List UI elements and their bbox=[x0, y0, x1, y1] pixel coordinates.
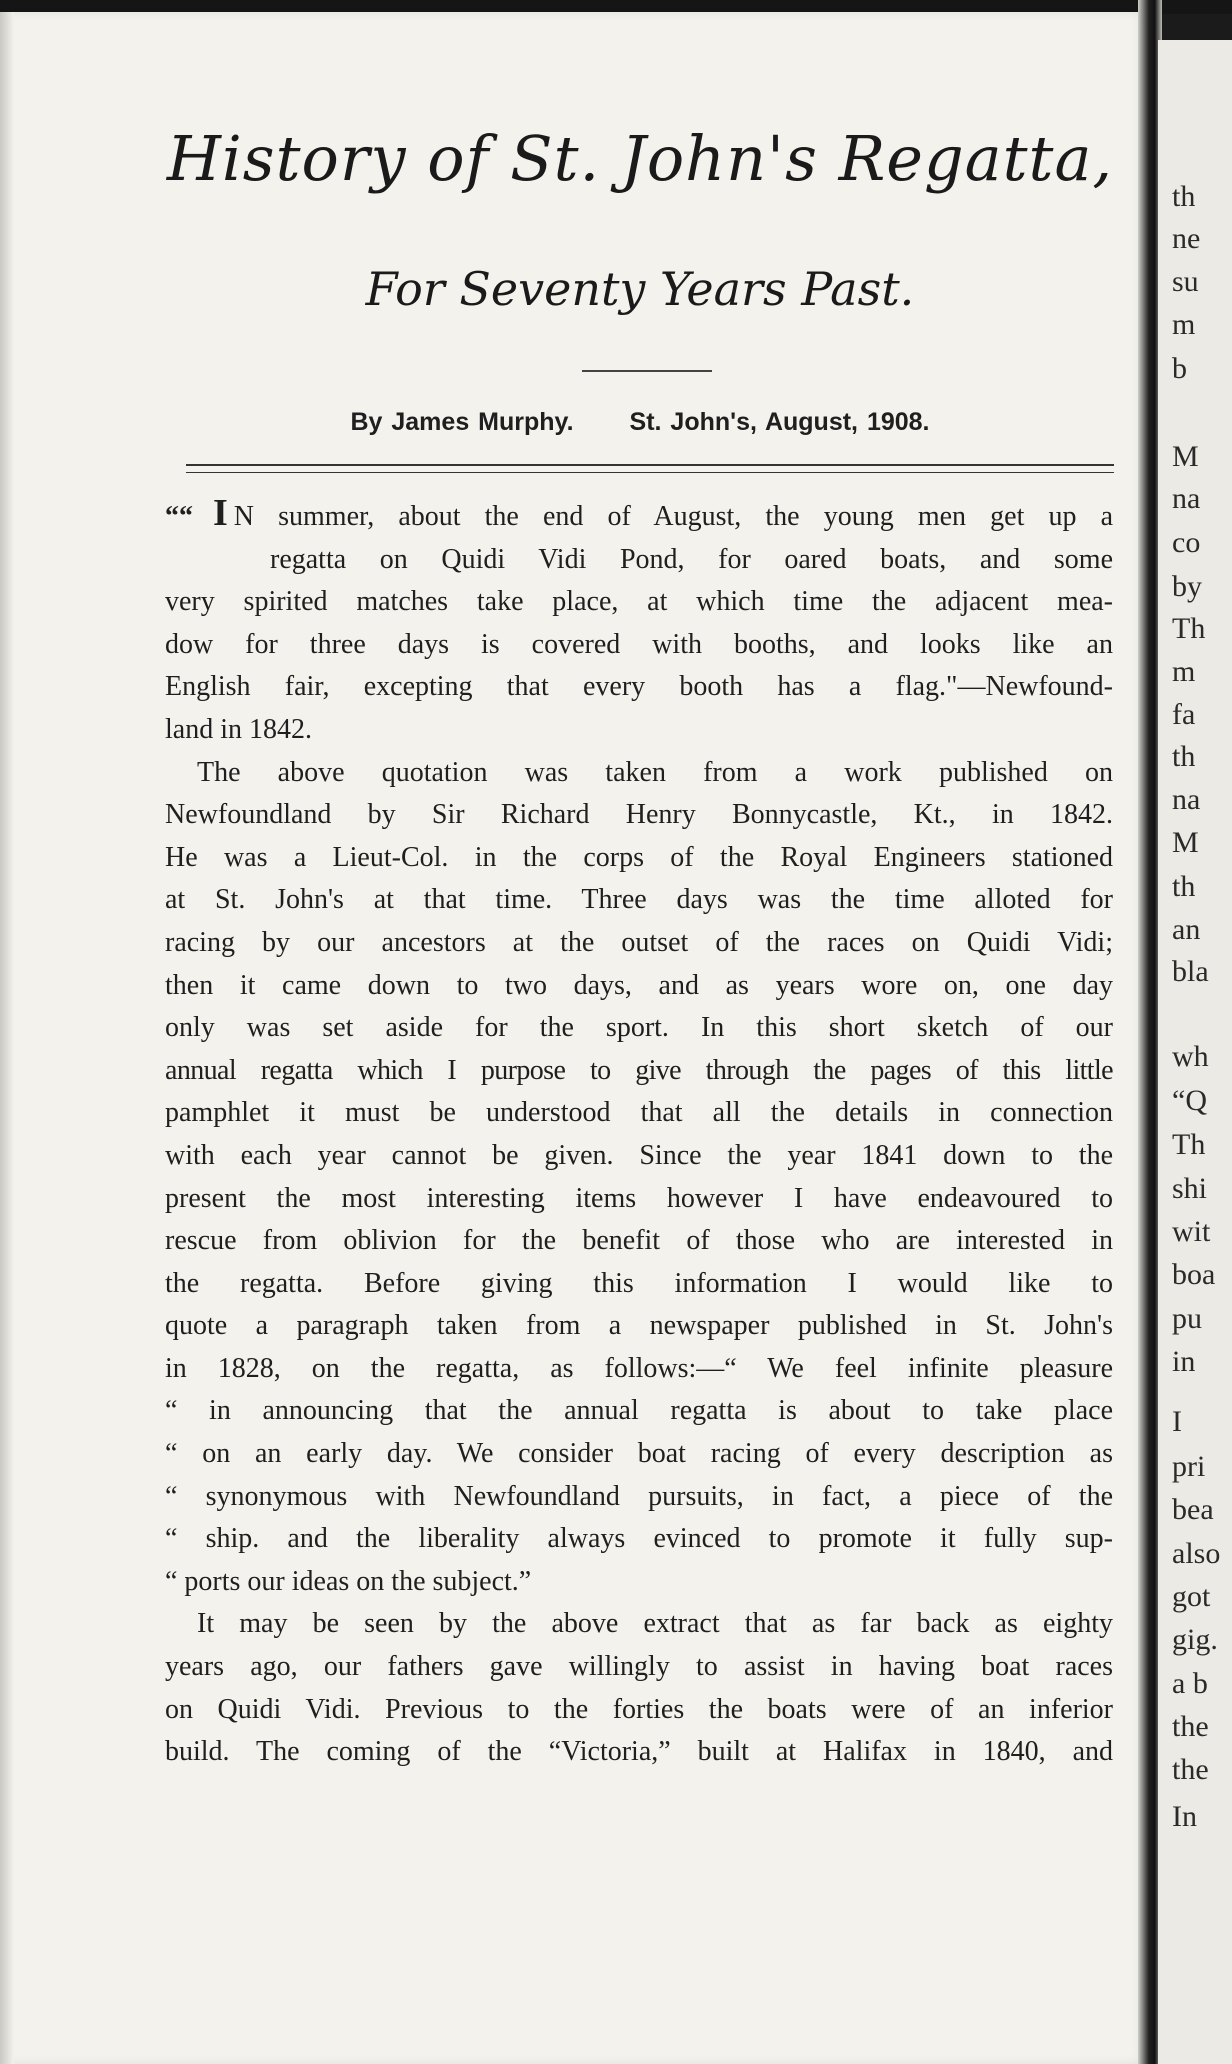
fragment-text: boa bbox=[1172, 1258, 1216, 1291]
fragment-text: na bbox=[1172, 783, 1201, 816]
text-line: regatta on Quidi Vidi Pond, for oared boats, and some bbox=[270, 543, 1113, 575]
fragment-text: th bbox=[1172, 740, 1196, 773]
fragment-text: Th bbox=[1172, 612, 1206, 645]
text-line: the regatta. Before giving this information I would like to bbox=[165, 1267, 1113, 1299]
text-line: dow for three days is covered with booths, and looks like an bbox=[165, 628, 1113, 660]
text-line: build. The coming of the “Victoria,” built at Halifax in 1840, and bbox=[165, 1736, 1113, 1768]
byline-author: By James Murphy. bbox=[350, 408, 574, 436]
fragment-text: “Q bbox=[1172, 1084, 1207, 1117]
paragraph-3 bbox=[165, 1603, 1113, 1773]
text-line: English fair, excepting that every booth has a flag."—Newfound- bbox=[165, 671, 1113, 703]
text-line: years ago, our fathers gave willingly to assist in having boat races bbox=[165, 1651, 1113, 1683]
fragment-text: M bbox=[1172, 440, 1199, 473]
fragment-text: in bbox=[1172, 1345, 1196, 1378]
text-line: The above quotation was taken from a work published on bbox=[197, 756, 1113, 788]
fragment-text: wh bbox=[1172, 1040, 1209, 1073]
fragment-text: bea bbox=[1172, 1493, 1214, 1526]
fragment-text: M bbox=[1172, 826, 1199, 859]
drop-cap: I bbox=[213, 492, 228, 534]
fragment-text: m bbox=[1172, 308, 1196, 341]
fragment-text: pu bbox=[1172, 1302, 1202, 1335]
adjacent-page-fragment bbox=[1158, 40, 1232, 2064]
header-double-rule bbox=[186, 464, 1114, 473]
title-divider bbox=[582, 370, 712, 372]
text-line: on Quidi Vidi. Previous to the forties the boats were of an inferior bbox=[165, 1693, 1113, 1725]
fragment-text: I bbox=[1172, 1405, 1182, 1438]
text-line: present the most interesting items however I have endeavoured to bbox=[165, 1182, 1113, 1214]
document-title: History of St. John's Regatta, bbox=[166, 122, 1114, 195]
fragment-text: shi bbox=[1172, 1172, 1208, 1205]
opening-quote: ““ bbox=[165, 501, 193, 532]
text-line: only was set aside for the sport. In this short sketch of our bbox=[165, 1012, 1113, 1044]
text-line: “ in announcing that the annual regatta is about to take place bbox=[165, 1395, 1113, 1427]
fragment-text: Th bbox=[1172, 1128, 1206, 1161]
fragment-text: the bbox=[1172, 1753, 1209, 1786]
text-line: very spirited matches take place, at which time the adjacent mea- bbox=[165, 586, 1113, 618]
fragment-text: na bbox=[1172, 482, 1201, 515]
text-line: pamphlet it must be understood that all the details in connection bbox=[165, 1097, 1113, 1129]
fragment-text: got bbox=[1172, 1580, 1211, 1613]
text-line: “ ship. and the liberality always evinced to promote it fully sup- bbox=[165, 1523, 1113, 1555]
paragraph-1 bbox=[165, 492, 1113, 752]
paragraph-2 bbox=[165, 752, 1113, 1604]
fragment-text: co bbox=[1172, 526, 1201, 559]
fragment-text: ne bbox=[1172, 222, 1201, 255]
fragment-text: In bbox=[1172, 1800, 1197, 1833]
text-line: “ on an early day. We consider boat racing of every description as bbox=[165, 1438, 1113, 1470]
fragment-text: wit bbox=[1172, 1215, 1211, 1248]
page-left-edge bbox=[0, 12, 14, 2064]
text-line: annual regatta which I purpose to give through the pages of this little bbox=[165, 1054, 1113, 1086]
fragment-text: pri bbox=[1172, 1450, 1206, 1483]
text-line: ““ I N summer, about the end of August, the young men get up a bbox=[165, 492, 1113, 534]
document-subtitle: For Seventy Years Past. bbox=[365, 262, 915, 316]
text-line: He was a Lieut-Col. in the corps of the Royal Engineers stationed bbox=[165, 841, 1113, 873]
text-line: “ ports our ideas on the subject.” bbox=[165, 1565, 532, 1597]
fragment-text: also bbox=[1172, 1537, 1221, 1570]
text-line: rescue from oblivion for the benefit of those who are interested in bbox=[165, 1225, 1113, 1257]
text-line: quote a paragraph taken from a newspaper published in St. John's bbox=[165, 1310, 1113, 1342]
text-line: in 1828, on the regatta, as follows:—“ We feel infinite pleasure bbox=[165, 1352, 1113, 1384]
text-line: “ synonymous with Newfoundland pursuits, in fact, a piece of the bbox=[165, 1480, 1113, 1512]
fragment-text: m bbox=[1172, 655, 1196, 688]
text-line: It may be seen by the above extract that as far back as eighty bbox=[197, 1608, 1113, 1640]
text-line: with each year cannot be given. Since the year 1841 down to the bbox=[165, 1139, 1113, 1171]
article-body bbox=[165, 492, 1113, 1774]
byline-place-date: St. John's, August, 1908. bbox=[629, 408, 930, 436]
fragment-text: b bbox=[1172, 352, 1187, 385]
fragment-text: a b bbox=[1172, 1667, 1208, 1700]
fragment-text: fa bbox=[1172, 698, 1196, 731]
document-page bbox=[0, 12, 1146, 2064]
byline bbox=[150, 408, 1130, 437]
fragment-text: th bbox=[1172, 870, 1196, 903]
fragment-text: th bbox=[1172, 180, 1196, 213]
fragment-text: bla bbox=[1172, 955, 1209, 988]
text-line: land in 1842. bbox=[165, 713, 312, 745]
text-line: Newfoundland by Sir Richard Henry Bonnycastle, Kt., in 1842. bbox=[165, 799, 1113, 831]
text-line: at St. John's at that time. Three days was the time alloted for bbox=[165, 884, 1113, 916]
fragment-text: an bbox=[1172, 913, 1201, 946]
fragment-text: the bbox=[1172, 1710, 1209, 1743]
fragment-text: su bbox=[1172, 265, 1199, 298]
fragment-text: by bbox=[1172, 570, 1202, 603]
fragment-text: gig. bbox=[1172, 1623, 1218, 1656]
text-line: then it came down to two days, and as years wore on, one day bbox=[165, 969, 1113, 1001]
text-line: racing by our ancestors at the outset of the races on Quidi Vidi; bbox=[165, 926, 1113, 958]
